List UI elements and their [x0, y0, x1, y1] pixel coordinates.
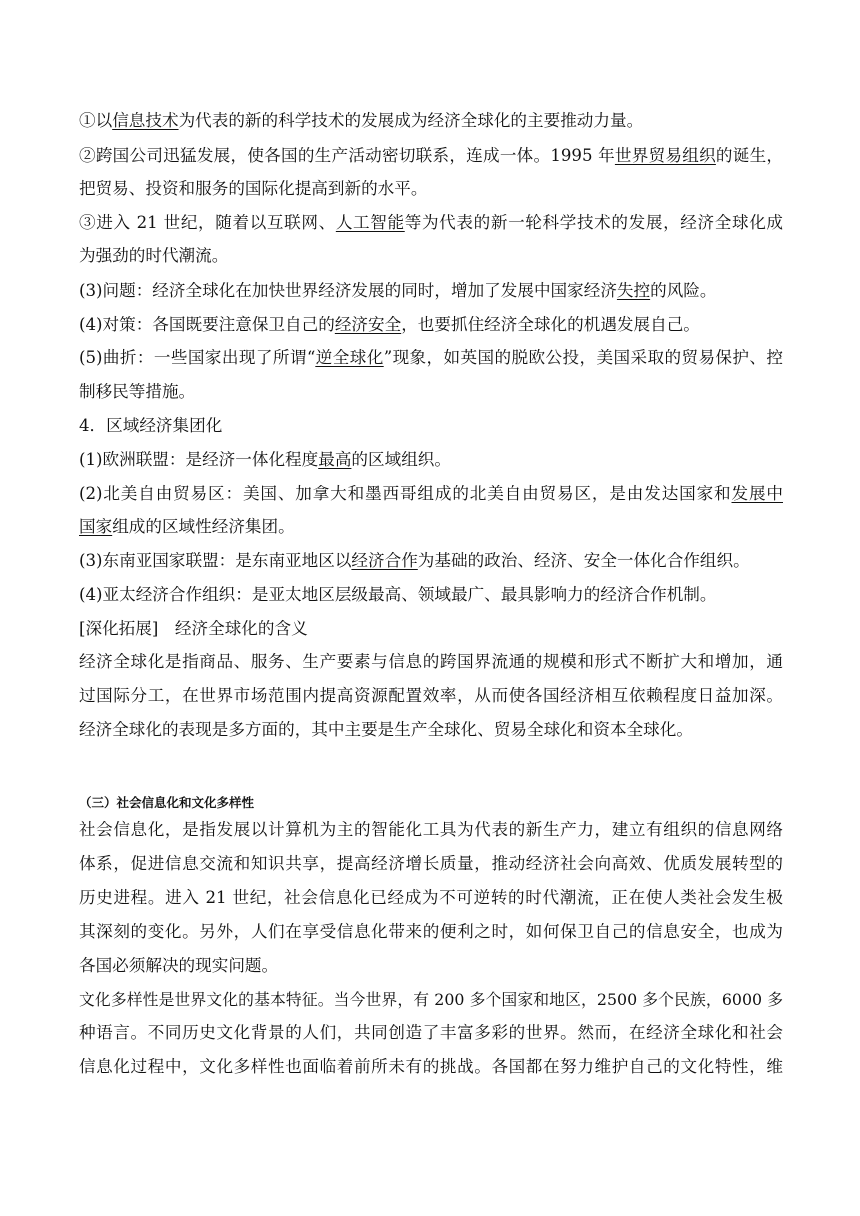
underlined-term: 逆全球化	[315, 348, 384, 367]
underlined-term: 经济合作	[351, 551, 418, 570]
text-span: ②跨国公司迅猛发展，使各国的生产活动密切联系，连成一体。1995 年	[79, 146, 615, 165]
text-span: ”现象，如英国的脱欧公投，美国采取的贸易保护、控	[383, 348, 784, 367]
extension-line3: 经济全球化的表现是多方面的，其中主要是生产全球化、贸易全球化和资本全球化。	[79, 720, 693, 739]
text-span: (4)对策：各国既要注意保卫自己的	[79, 315, 335, 334]
eu-line	[79, 448, 783, 472]
driver-item-1	[79, 109, 783, 133]
text-span: (3)问题：经济全球化在加快世界经济发展的同时，增加了发展中国家经济	[79, 281, 617, 300]
extension-heading: [深化拓展] 经济全球化的含义	[79, 619, 308, 638]
text-span: 为代表的新的科学技术的发展成为经济全球化的主要推动力量。	[178, 111, 644, 130]
section3-para1-line4: 其深刻的变化。另外，人们在享受信息化带来的便利之时，如何保卫自己的信息安全，也成为	[79, 922, 783, 941]
text-span: 的诞生，	[715, 146, 783, 165]
driver-item-3-line2: 为强劲的时代潮流。	[79, 246, 229, 265]
underlined-term: 世界贸易组织	[614, 146, 716, 165]
underlined-term: 人工智能	[335, 213, 405, 232]
regional-heading: 4．区域经济集团化	[79, 416, 223, 435]
nafta-line2	[79, 515, 783, 539]
apec-line: (4)亚太经济合作组织：是亚太地区层级最高、领域最广、最具影响力的经济合作机制。	[79, 585, 717, 604]
underlined-term: 发展中	[731, 484, 783, 503]
underlined-term: 失控	[616, 281, 651, 300]
asean-line	[79, 549, 783, 573]
text-span: 为基础的政治、经济、安全一体化合作组织。	[417, 551, 750, 570]
section3-para1-line5: 各国必须解决的现实问题。	[79, 956, 279, 975]
section3-para2-line2: 种语言。不同历史文化背景的人们，共同创造了丰富多彩的世界。然而，在经济全球化和社会	[79, 1023, 783, 1042]
nafta-line1	[79, 482, 783, 506]
setback-line1	[79, 346, 783, 370]
text-span: 等为代表的新一轮科学技术的发展，经济全球化成	[404, 213, 784, 232]
text-span: ①以	[79, 111, 113, 130]
text-span: 的风险。	[650, 281, 717, 300]
section3-para1-line3: 历史进程。进入 21 世纪，社会信息化已经成为不可逆转的时代潮流，正在使人类社会发生极	[79, 888, 783, 907]
section3-para2-line1: 文化多样性是世界文化的基本特征。当今世界，有 200 多个国家和地区，2500 多个民族，6000 多	[79, 990, 783, 1009]
driver-item-2-line2: 把贸易、投资和服务的国际化提高到新的水平。	[79, 179, 428, 198]
section3-para2-line3: 信息化过程中，文化多样性也面临着前所未有的挑战。各国都在努力维护自己的文化特性，维	[79, 1057, 783, 1076]
text-span: (3)东南亚国家联盟：是东南亚地区以	[79, 551, 352, 570]
countermeasure-line	[79, 313, 783, 337]
text-span: ③进入 21 世纪，随着以互联网、	[79, 213, 336, 232]
underlined-term: 国家	[79, 517, 113, 536]
problem-line	[79, 279, 783, 303]
setback-line2: 制移民等措施。	[79, 382, 196, 401]
driver-item-2-line1	[79, 144, 783, 168]
underlined-term: 经济安全	[334, 315, 402, 334]
section3-heading: （三）社会信息化和文化多样性	[79, 795, 255, 810]
underlined-term: 最高	[318, 450, 352, 469]
driver-item-3-line1	[79, 211, 783, 235]
section3-para1-line1: 社会信息化，是指发展以计算机为主的智能化工具为代表的新生产力，建立有组织的信息网络	[79, 820, 783, 839]
text-span: (5)曲折：一些国家出现了所谓“	[79, 348, 316, 367]
text-span: 的区域组织。	[351, 450, 451, 469]
underlined-term: 信息技术	[112, 111, 179, 130]
text-span: (2)北美自由贸易区：美国、加拿大和墨西哥组成的北美自由贸易区，是由发达国家和	[79, 484, 732, 503]
text-span: 组成的区域性经济集团。	[112, 517, 295, 536]
section3-para1-line2: 体系，促进信息交流和知识共享，提高经济增长质量，推动经济社会向高效、优质发展转型的	[79, 854, 783, 873]
text-span: (1)欧洲联盟：是经济一体化程度	[79, 450, 319, 469]
extension-line1: 经济全球化是指商品、服务、生产要素与信息的跨国界流通的规模和形式不断扩大和增加，通	[79, 652, 783, 671]
text-span: ，也要抓住经济全球化的机遇发展自己。	[401, 315, 700, 334]
extension-line2: 过国际分工，在世界市场范围内提高资源配置效率，从而使各国经济相互依赖程度日益加深。	[79, 686, 783, 705]
